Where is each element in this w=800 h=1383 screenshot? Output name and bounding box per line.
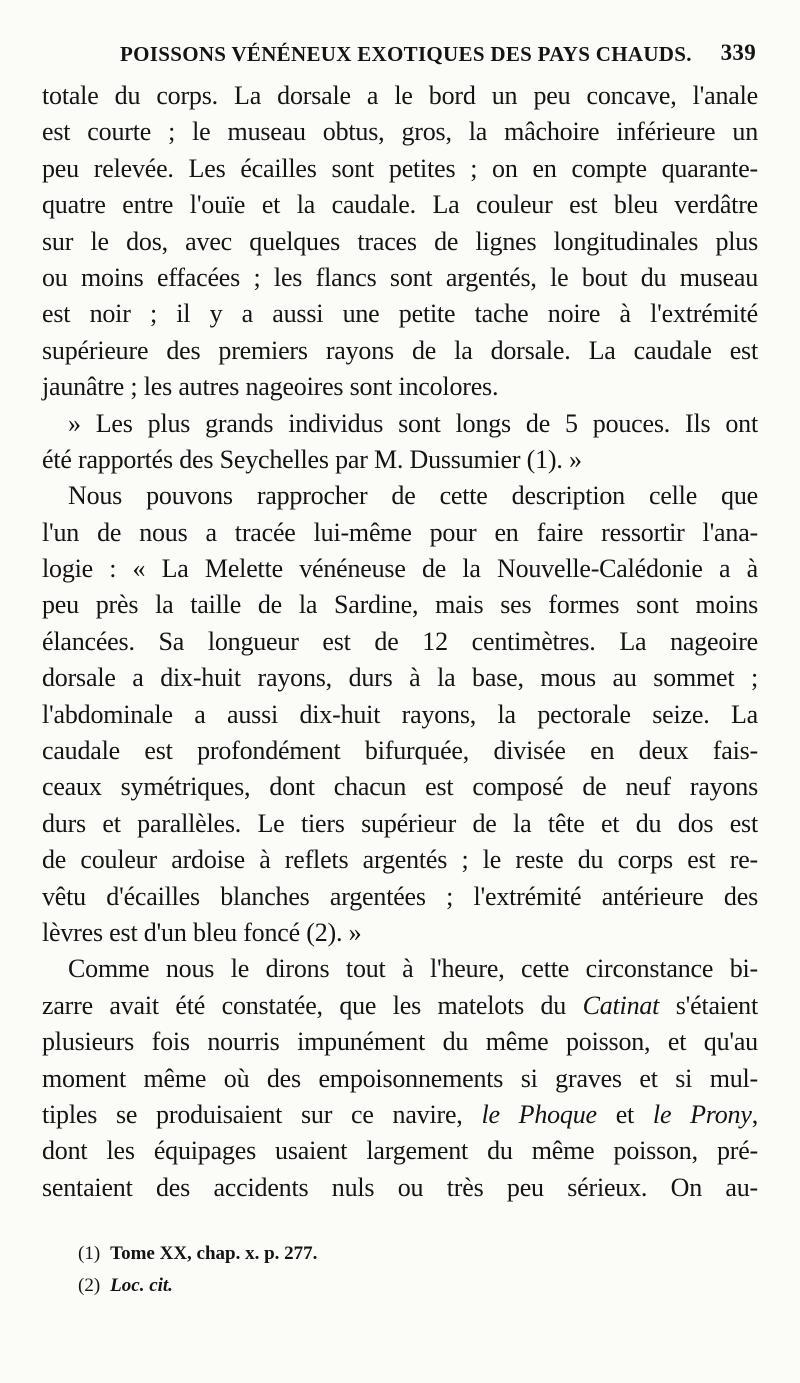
text-line: [42, 478, 758, 514]
text-segment: l'abdominale a aussi dix-huit rayons, la pectorale seize. La: [42, 699, 758, 729]
text-segment: s'étaient: [659, 990, 758, 1020]
text-segment: » Les plus grands individus sont longs de 5 pouces. Ils ont: [68, 408, 758, 438]
text-line: [42, 1170, 758, 1206]
text-line: [42, 515, 758, 551]
text-line: [42, 296, 758, 332]
text-line: [42, 369, 758, 405]
text-segment: peu relevée. Les écailles sont petites ; on en compte quarante-: [42, 153, 758, 183]
text-line: [42, 1133, 758, 1169]
text-line: [42, 333, 758, 369]
text-segment: est courte ; le museau obtus, gros, la mâchoire inférieure un: [42, 117, 758, 147]
text-line: [42, 842, 758, 878]
text-line: [42, 78, 758, 114]
page-number: 339: [720, 40, 756, 65]
text-segment: plusieurs fois nourris impunément du même poisson, et qu'au: [42, 1027, 758, 1057]
text-line: [42, 915, 758, 951]
text-segment: sur le dos, avec quelques traces de lignes longitudinales plus: [42, 226, 758, 256]
text-line: [42, 442, 758, 478]
text-line: [42, 587, 758, 623]
footnote-text: Loc. cit.: [110, 1275, 173, 1296]
text-segment: est noir ; il y a aussi une petite tache noire à l'extrémité: [42, 299, 758, 329]
text-line: [42, 769, 758, 805]
running-title: POISSONS VÉNÉNEUX EXOTIQUES DES PAYS CHAUDS.: [120, 42, 692, 66]
text-line: [42, 806, 758, 842]
text-line: [42, 151, 758, 187]
text-segment: tiples se produisaient sur ce navire,: [42, 1099, 482, 1129]
text-segment: Comme nous le dirons tout à l'heure, cette circonstance bi-: [68, 954, 758, 984]
text-line: [42, 697, 758, 733]
text-line: [42, 187, 758, 223]
text-segment: élancées. Sa longueur est de 12 centimètres. La nageoire: [42, 626, 758, 656]
text-segment: jaunâtre ; les autres nageoires sont incolores.: [42, 372, 499, 402]
text-segment: Catinat: [582, 990, 660, 1020]
footnote-text: Tome XX, chap. x. p. 277.: [110, 1243, 318, 1264]
text-segment: et: [596, 1099, 653, 1129]
text-line: [42, 1061, 758, 1097]
footnote-ref: (1): [78, 1243, 101, 1264]
text-segment: le Prony: [652, 1099, 752, 1129]
footnote: [78, 1238, 578, 1270]
text-segment: caudale est profondément bifurquée, divisée en deux fais-: [42, 736, 758, 766]
text-line: [42, 406, 758, 442]
text-line: [42, 988, 758, 1024]
text-segment: peu près la taille de la Sardine, mais ses formes sont moins: [42, 590, 758, 620]
text-segment: moment même où des empoisonnements si graves et si mul-: [42, 1063, 758, 1093]
text-segment: de couleur ardoise à reflets argentés ; le reste du corps est re-: [42, 845, 758, 875]
page-header: [120, 38, 756, 72]
footnote: [78, 1270, 578, 1302]
text-segment: vêtu d'écailles blanches argentées ; l'extrémité antérieure des: [42, 881, 758, 911]
text-segment: été rapportés des Seychelles par M. Dussumier (1). »: [42, 444, 582, 474]
text-segment: ceaux symétriques, dont chacun est composé de neuf rayons: [42, 772, 758, 802]
text-line: [42, 879, 758, 915]
text-segment: durs et parallèles. Le tiers supérieur de la tête et du dos est: [42, 808, 758, 838]
text-line: [42, 224, 758, 260]
text-segment: ou moins effacées ; les flancs sont argentés, le bout du museau: [42, 262, 758, 292]
text-segment: sentaient des accidents nuls ou très peu sérieux. On au-: [42, 1172, 758, 1202]
text-segment: logie : « La Melette vénéneuse de la Nouvelle-Calédonie a à: [42, 554, 758, 584]
text-segment: quatre entre l'ouïe et la caudale. La couleur est bleu verdâtre: [42, 190, 758, 220]
text-segment: zarre avait été constatée, que les matelots du: [42, 990, 583, 1020]
text-segment: ,: [751, 1099, 759, 1129]
text-line: [42, 114, 758, 150]
body-text: [42, 78, 758, 1206]
text-segment: Nous pouvons rapprocher de cette description celle que: [68, 481, 758, 511]
text-segment: le Phoque: [481, 1099, 597, 1129]
footnote-ref: (2): [78, 1275, 101, 1296]
text-segment: dorsale a dix-huit rayons, durs à la base, mous au sommet ;: [42, 663, 758, 693]
footnotes: [78, 1238, 578, 1302]
text-segment: totale du corps. La dorsale a le bord un peu concave, l'anale: [42, 81, 758, 110]
text-line: [42, 660, 758, 696]
text-line: [42, 733, 758, 769]
text-line: [42, 1024, 758, 1060]
text-segment: lèvres est d'un bleu foncé (2). »: [42, 917, 362, 947]
text-line: [42, 1097, 758, 1133]
text-segment: supérieure des premiers rayons de la dorsale. La caudale est: [42, 335, 758, 365]
text-segment: l'un de nous a tracée lui-même pour en faire ressortir l'ana-: [42, 517, 758, 547]
text-line: [42, 260, 758, 296]
text-line: [42, 951, 758, 987]
text-line: [42, 624, 758, 660]
text-line: [42, 551, 758, 587]
text-segment: dont les équipages usaient largement du même poisson, pré-: [42, 1136, 758, 1166]
